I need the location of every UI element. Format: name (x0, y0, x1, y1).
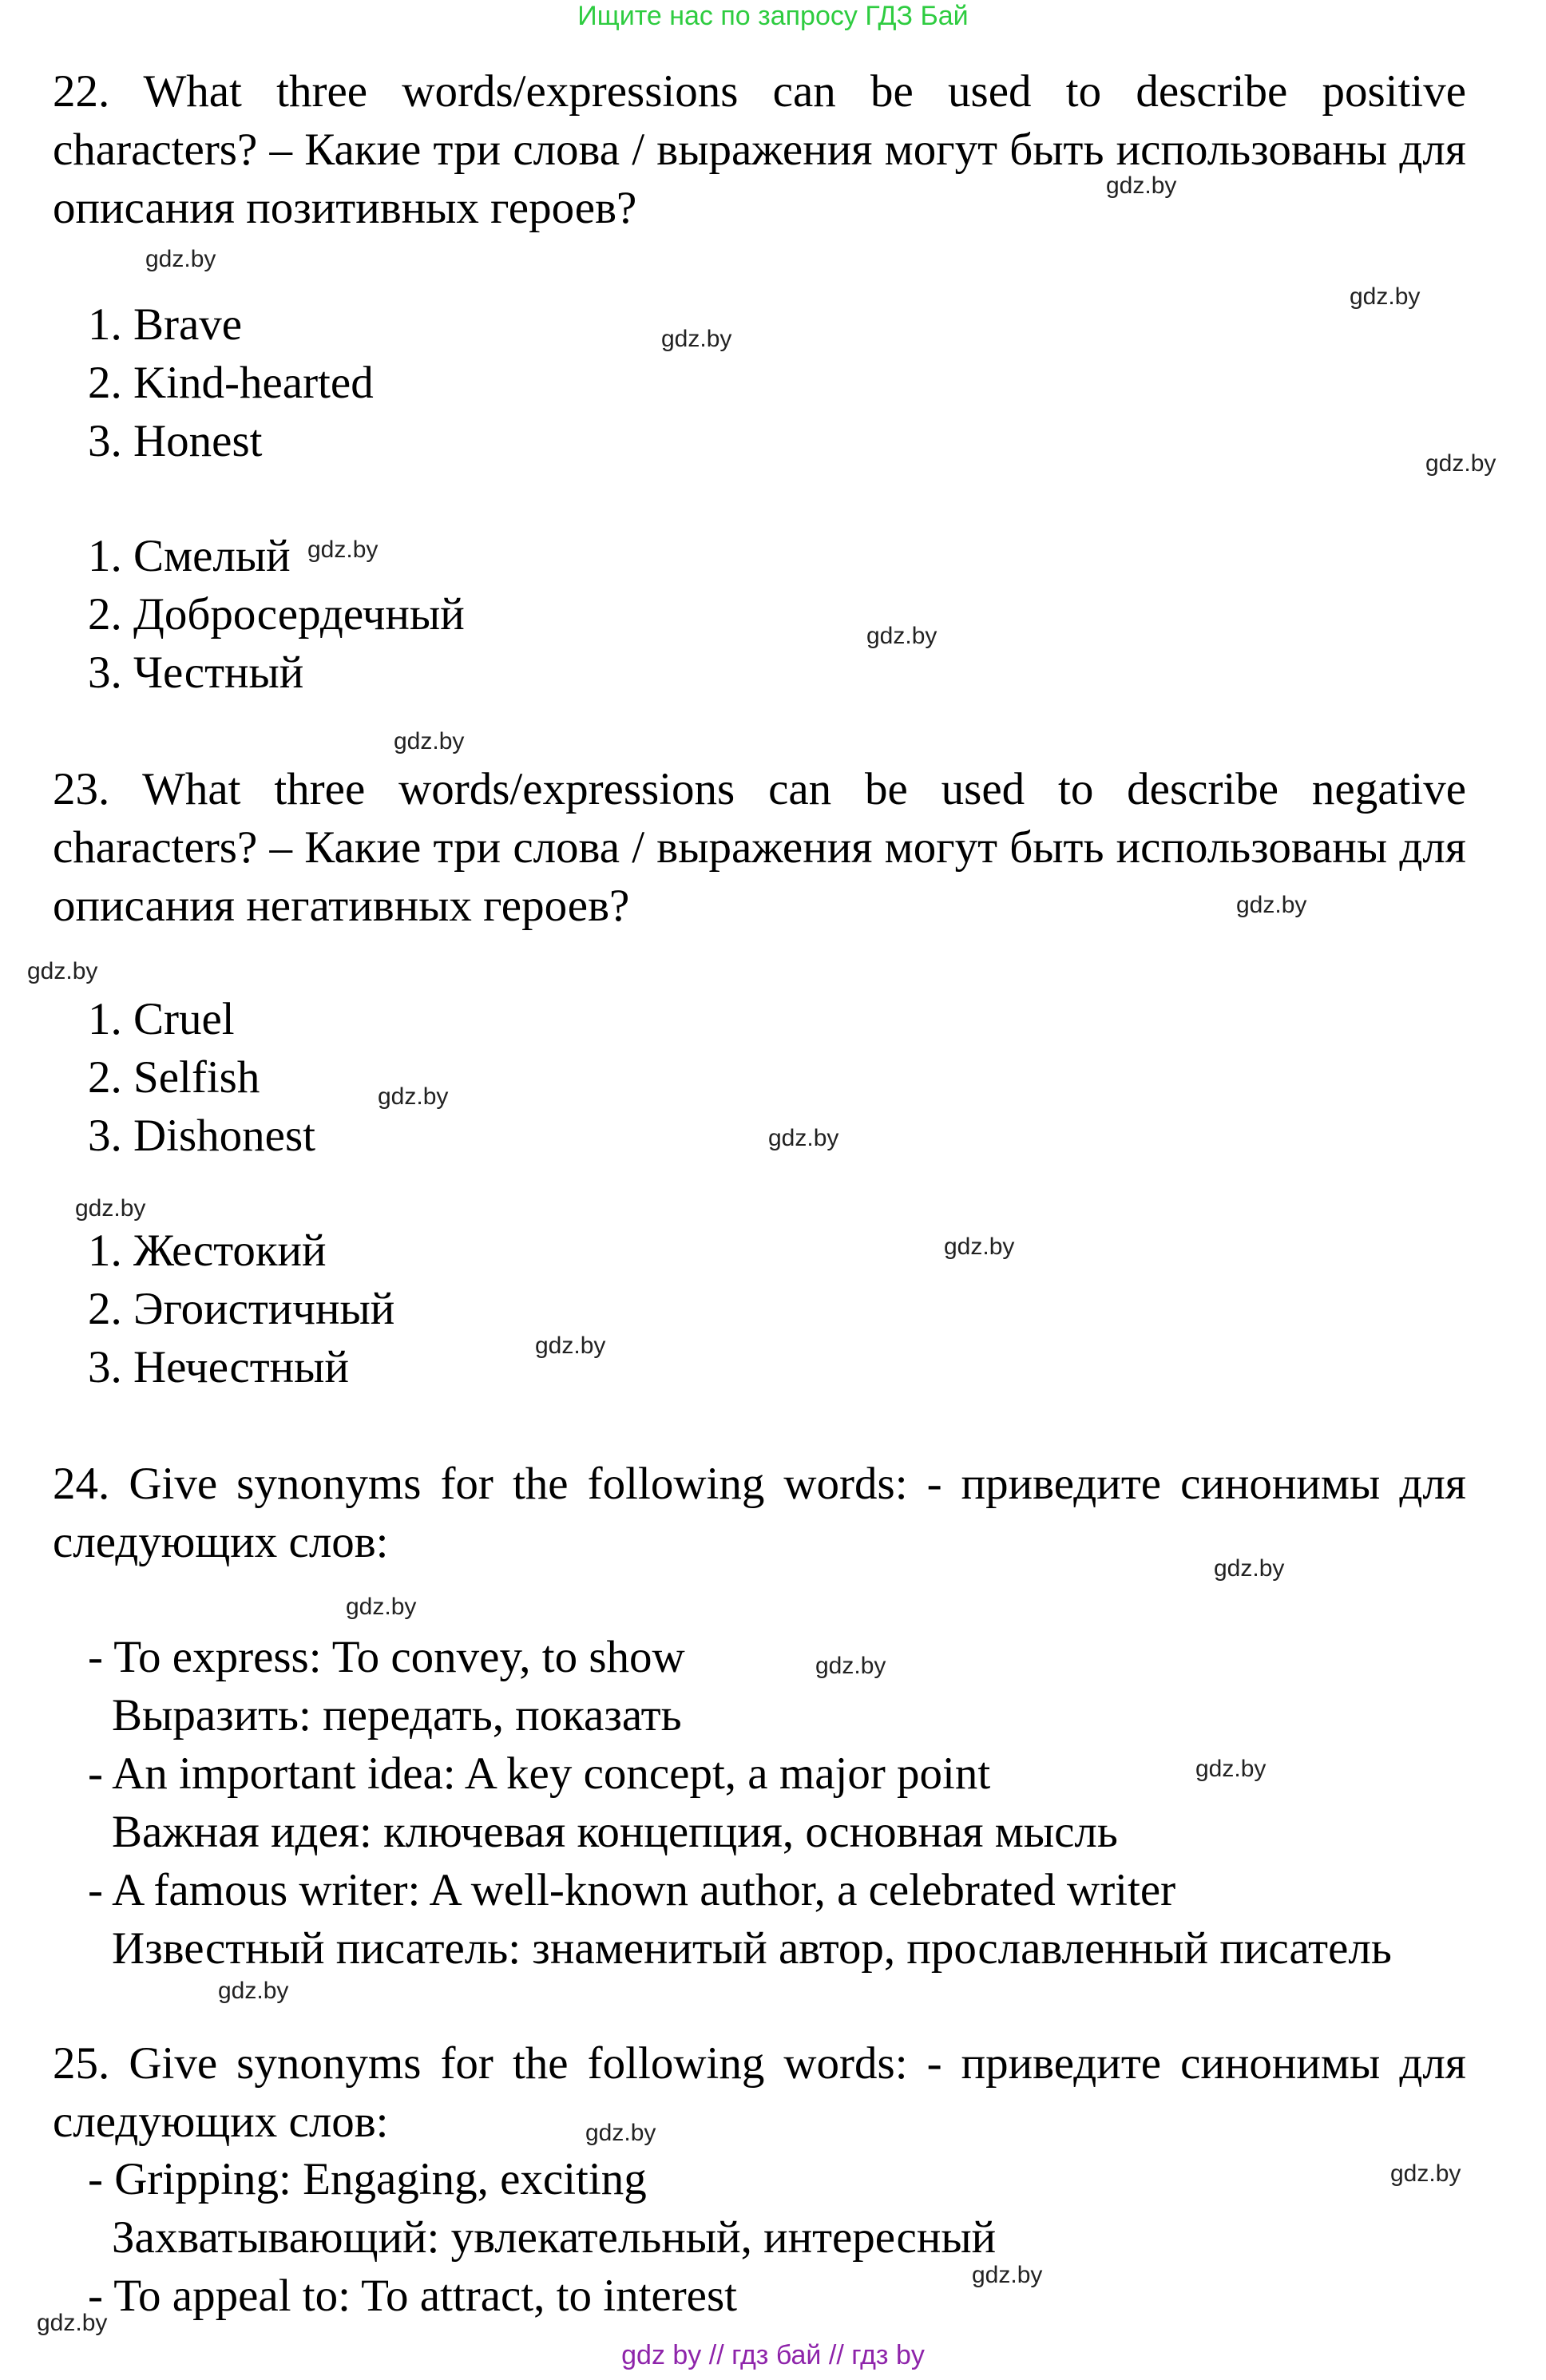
watermark: gdz.by (585, 2120, 656, 2146)
q24-item-1-en: - To express: To convey, to show (88, 1632, 685, 1682)
watermark: gdz.by (1236, 892, 1307, 918)
watermark: gdz.by (866, 623, 938, 649)
watermark: gdz.by (1214, 1555, 1285, 1582)
q23-answer-ru-2: 2. Эгоистичный (88, 1284, 395, 1334)
watermark: gdz.by (27, 958, 98, 984)
watermark: gdz.by (535, 1333, 606, 1359)
q22-answer-en-2: 2. Kind-hearted (88, 358, 374, 408)
q25-item-1-en: - Gripping: Engaging, exciting (88, 2154, 647, 2204)
watermark: gdz.by (1195, 1756, 1267, 1782)
q24-item-1-ru: Выразить: передать, показать (112, 1690, 682, 1740)
watermark: gdz.by (972, 2262, 1043, 2288)
watermark: gdz.by (1350, 283, 1421, 310)
watermark: gdz.by (394, 728, 465, 754)
q23-answer-ru-3: 3. Нечестный (88, 1342, 349, 1392)
watermark: gdz.by (815, 1653, 886, 1679)
question-22: 22. What three words/expressions can be used to describe positive characters? – Какие три слова / выражения могут быть использованы для описания позитивных героев? (53, 66, 1466, 233)
watermark: gdz.by (378, 1083, 449, 1110)
q23-answer-en-3: 3. Dishonest (88, 1111, 315, 1161)
watermark: gdz.by (307, 537, 379, 563)
question-25: 25. Give synonyms for the following words: - приведите синонимы для следующих слов: (53, 2038, 1466, 2147)
watermark: gdz.by (661, 326, 732, 352)
watermark: gdz.by (346, 1594, 417, 1620)
q24-item-3-en: - A famous writer: A well-known author, a celebrated writer (88, 1865, 1176, 1915)
q22-answer-en-1: 1. Brave (88, 299, 243, 350)
watermark: gdz.by (145, 246, 216, 272)
watermark: gdz.by (944, 1234, 1015, 1260)
q23-answer-en-2: 2. Selfish (88, 1052, 260, 1103)
q25-item-2-en: - To appeal to: To attract, to interest (88, 2271, 738, 2321)
q22-answer-ru-2: 2. Добросердечный (88, 589, 465, 640)
q23-answer-en-1: 1. Cruel (88, 994, 235, 1044)
watermark: gdz.by (768, 1125, 839, 1151)
q22-answer-ru-1: 1. Смелый (88, 531, 291, 581)
footer-links[interactable]: gdz by // гдз бай // гдз by (621, 2340, 925, 2370)
q24-item-2-ru: Важная идея: ключевая концепция, основная мысль (112, 1807, 1118, 1857)
question-23: 23. What three words/expressions can be used to describe negative characters? – Какие три слова / выражения могут быть использованы для описания негативных героев? (53, 764, 1466, 931)
q24-item-2-en: - An important idea: A key concept, a major point (88, 1748, 991, 1799)
watermark: gdz.by (218, 1978, 289, 2004)
q22-answer-ru-3: 3. Честный (88, 647, 304, 698)
watermark: gdz.by (1425, 450, 1496, 477)
question-24: 24. Give synonyms for the following words: - приведите синонимы для следующих слов: (53, 1459, 1466, 1567)
watermark: gdz.by (37, 2310, 108, 2336)
q22-answer-en-3: 3. Honest (88, 416, 263, 466)
search-banner[interactable]: Ищите нас по запросу ГДЗ Бай (577, 1, 969, 31)
watermark: gdz.by (1106, 172, 1177, 199)
q23-answer-ru-1: 1. Жестокий (88, 1226, 327, 1276)
q25-item-1-ru: Захватывающий: увлекательный, интересный (112, 2212, 997, 2263)
watermark: gdz.by (1390, 2160, 1461, 2187)
watermark: gdz.by (75, 1195, 146, 1222)
q24-item-3-ru: Известный писатель: знаменитый автор, прославленный писатель (112, 1923, 1392, 1974)
